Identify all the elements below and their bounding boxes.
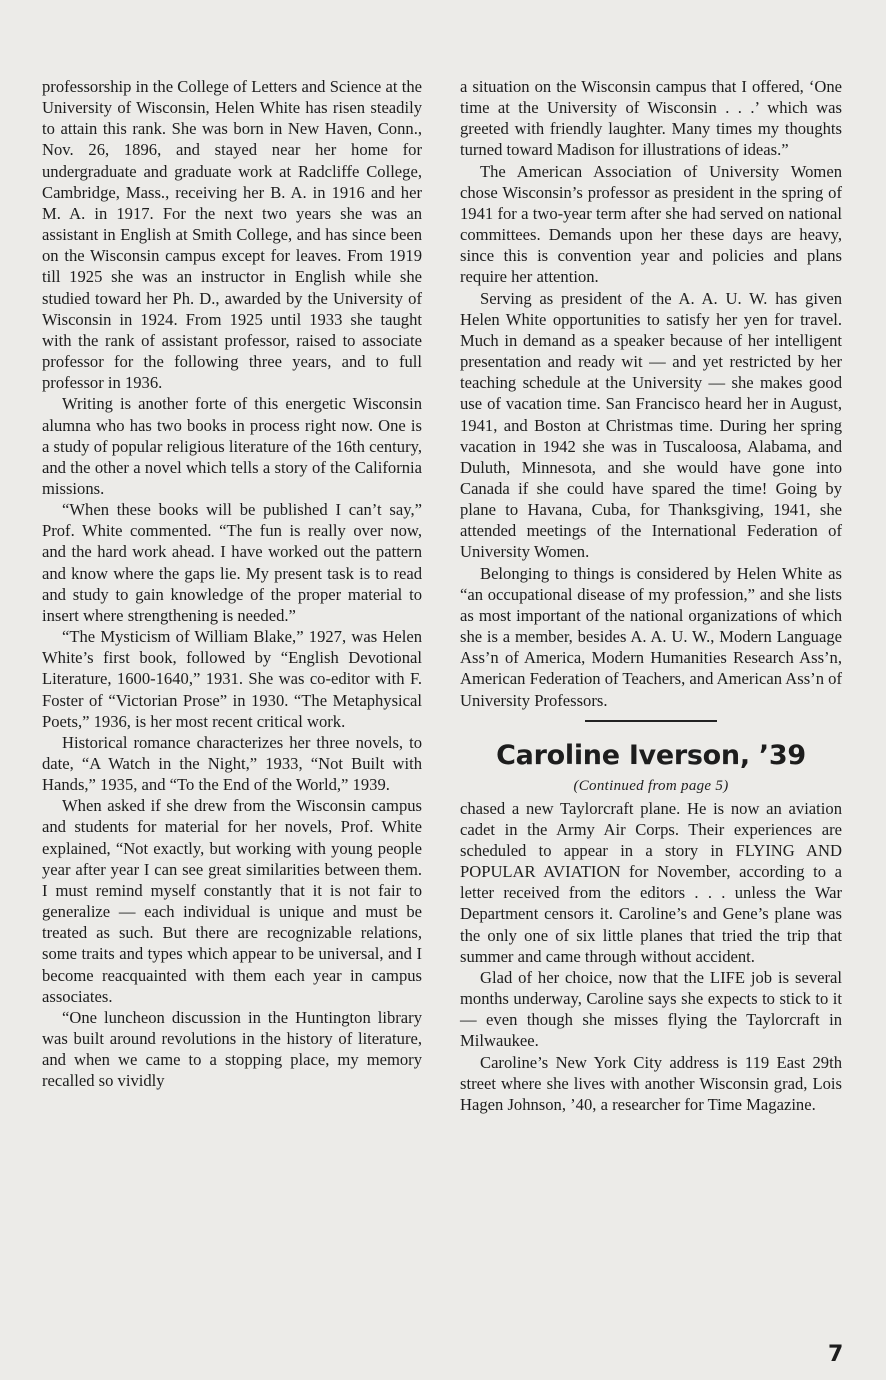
section-divider: [585, 720, 717, 722]
paragraph: professorship in the College of Letters and Science at the University of Wisconsin, Helen White has risen steadily to attain this rank. She was born in New Haven, Conn., Nov. 26, 1896, and stayed near her home for undergraduate and graduate work at Radcliffe College, Cambridge, Mass., receiving her B. A. in 1916 and her M. A. in 1917. For the next two years she was an assistant in English at Smith College, and has since been on the Wisconsin campus except for leaves. From 1919 till 1925 she was an instructor in English while she studied toward her Ph. D., awarded by the University of Wisconsin in 1924. From 1925 until 1933 she taught with the rank of assistant professor, raised to associate professor for the following three years, and to full professor in 1936.: [42, 77, 422, 393]
continued-note: (Continued from page 5): [573, 777, 729, 794]
paragraph: Glad of her choice, now that the LIFE job is several months underway, Caroline says she expects to stick to it — even though she misses flying the Taylorcraft in Milwaukee.: [460, 967, 842, 1051]
paragraph: chased a new Taylorcraft plane. He is now an aviation cadet in the Army Air Corps. Their experiences are scheduled to appear in a story in FLYING AND POPULAR AVIATION for November, according to a letter received from the editors . . . unless the War Department censors it. Caroline’s and Gene’s plane was the only one of six little planes that tried the trip that summer and came through without accident.: [460, 798, 842, 966]
paragraph: Historical romance characterizes her three novels, to date, “A Watch in the Night,” 1933, “Not Built with Hands,” 1935, and “To the End of the World,” 1939.: [42, 732, 422, 795]
paragraph: When asked if she drew from the Wisconsin campus and students for material for her novels, Prof. White explained, “Not exactly, but working with young people year after year I can see great similarities between them. I must remind myself constantly that it is not fair to generalize — each individual is unique and must be treated as such. But there are recognizable relations, some traits and types which appear to be universal, and I become reacquainted with them each year in campus associates.: [42, 796, 422, 1006]
paragraph: Caroline’s New York City address is 119 East 29th street where she lives with another Wisconsin grad, Lois Hagen Johnson, ’40, a researcher for Time Magazine.: [460, 1052, 842, 1114]
paragraph: Writing is another forte of this energetic Wisconsin alumna who has two books in process right now. One is a study of popular religious literature of the 16th century, and the other a novel which tells a story of the California missions.: [42, 394, 422, 498]
paragraph: a situation on the Wisconsin campus that I offered, ‘One time at the University of Wisconsin . . .’ which was greeted with friendly laughter. Many times my thoughts turned toward Madison for illustrations of ideas.”: [460, 77, 842, 160]
paragraph: “The Mysticism of William Blake,” 1927, was Helen White’s first book, followed by “English Devotional Literature, 1600-1640,” 1931. She was co-editor with F. Foster of “Victorian Prose” in 1930. “The Metaphysical Poets,” 1936, is her most recent critical work.: [42, 627, 422, 731]
left-column: [42, 76, 422, 1092]
article-headline: Caroline Iverson, ’39: [496, 739, 806, 771]
paragraph: “One luncheon discussion in the Huntington library was built around revolutions in the history of literature, and when we came to a stopping place, my memory recalled so vividly: [42, 1007, 422, 1091]
paragraph: Serving as president of the A. A. U. W. has given Helen White opportunities to satisfy her yen for travel. Much in demand as a speaker because of her intelligent presentation and ready wit — and yet restricted by her teaching schedule at the University — she makes good use of vacation time. San Francisco heard her in August, 1941, and Boston at Christmas time. During her spring vacation in 1942 she was in Tuscaloosa, Alabama, and Duluth, Minnesota, and she would have gone into Canada if she could have spared the time! Going by plane to Havana, Cuba, for Thanksgiving, 1941, she attended meetings of the International Federation of University Women.: [460, 288, 842, 562]
paragraph: Belonging to things is considered by Helen White as “an occupational disease of my profession,” and she lists as most important of the national organizations of which she is a member, besides A. A. U. W., Modern Language Ass’n of America, Modern Humanities Research Ass’n, American Federation of Teachers, and American Ass’n of University Professors.: [460, 563, 842, 710]
paragraph: The American Association of University Women chose Wisconsin’s professor as president in the spring of 1941 for a two-year term after she had served on national committees. Demands upon her these days are heavy, since this is convention year and policies and plans require her attention.: [460, 161, 842, 287]
right-column: [460, 76, 842, 1115]
page-number: 7: [828, 1342, 844, 1367]
paragraph: “When these books will be published I can’t say,” Prof. White commented. “The fun is really over now, and the hard work ahead. I have worked out the pattern and know where the gaps lie. My present task is to read and study to gain knowledge of the proper material to insert where strengthening is needed.”: [42, 500, 422, 625]
